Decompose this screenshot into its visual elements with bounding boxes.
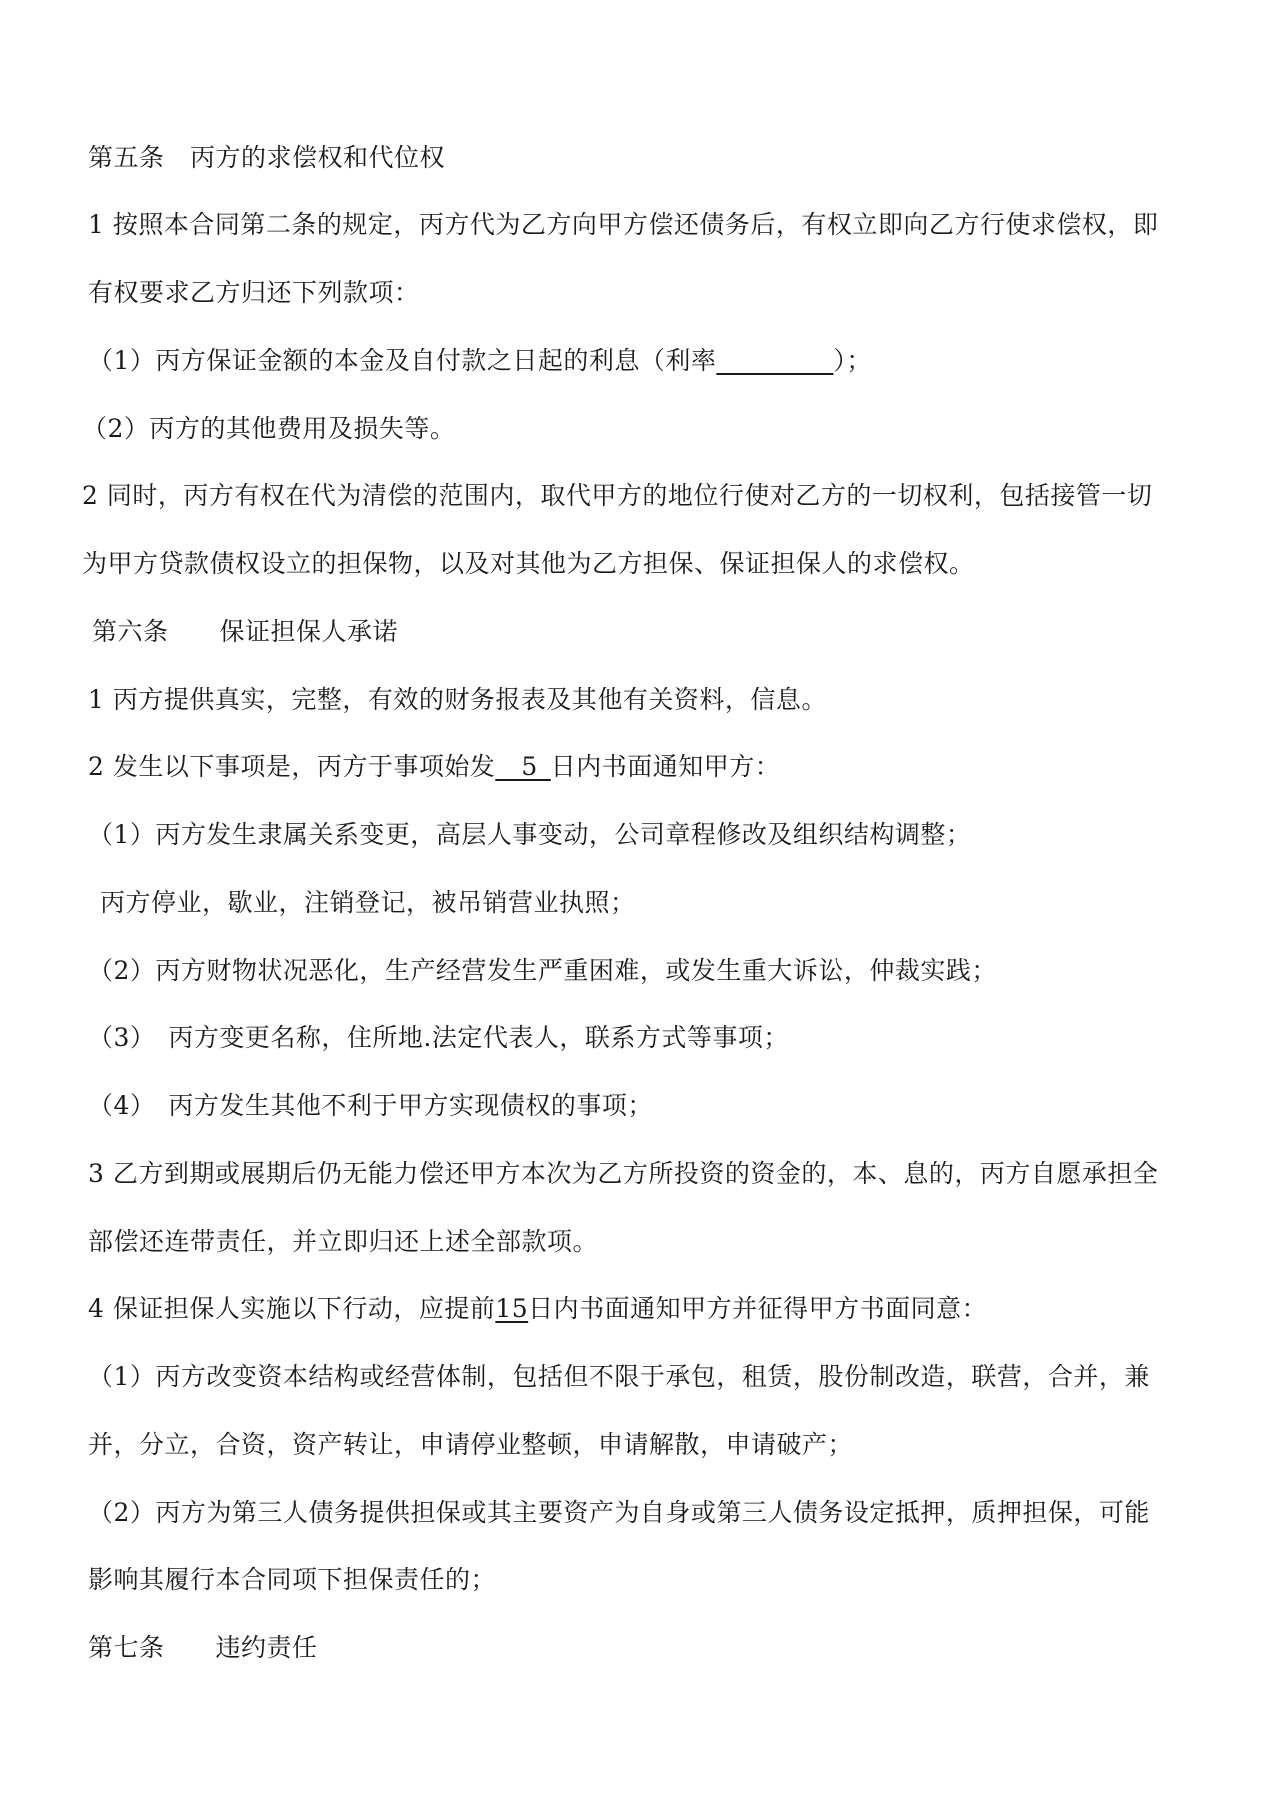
article-6-para-3-line-2: 部偿还连带责任，并立即归还上述全部款项。 (88, 1227, 599, 1256)
article-5-para-2-line-2: 为甲方贷款债权设立的担保物，以及对其他为乙方担保、保证担保人的求偿权。 (82, 549, 975, 578)
article-6-para-3-line-1: 3 乙方到期或展期后仍无能力偿还甲方本次为乙方所投资的资金的，本、息的，丙方自愿承担全 (88, 1159, 1159, 1188)
notice-days-blank: __5_ (495, 752, 551, 781)
article-6-para-2-item-4: （4） 丙方发生其他不利于甲方实现债权的事项； (88, 1091, 653, 1120)
article-6-para-4-item-2-line-2: 影响其履行本合同项下担保责任的； (88, 1565, 497, 1594)
article-5-item-1 (88, 343, 872, 379)
advance-days-blank: 15 (495, 1294, 529, 1323)
article-6-para-2-item-2: （2）丙方财物状况恶化，生产经营发生严重困难，或发生重大诉讼，仲裁实践； (88, 956, 997, 985)
article-6-para-4-suffix: 日内书面通知甲方并征得甲方书面同意： (528, 1294, 988, 1323)
article-6-para-4 (88, 1291, 987, 1327)
article-6-para-2-item-1b: 丙方停业，歇业，注销登记，被吊销营业执照； (100, 888, 636, 917)
article-6-para-4-prefix: 4 保证担保人实施以下行动，应提前 (88, 1294, 496, 1323)
article-6-para-1: 1 丙方提供真实，完整，有效的财务报表及其他有关资料，信息。 (88, 685, 827, 714)
article-5-para-2-line-1: 2 同时，丙方有权在代为清偿的范围内，取代甲方的地位行使对乙方的一切权利，包括接管一切 (82, 481, 1153, 510)
article-5-heading: 第五条 丙方的求偿权和代位权 (88, 143, 446, 172)
article-6-para-2-suffix: 日内书面通知甲方： (550, 752, 781, 781)
article-6-heading: 第六条 保证担保人承诺 (92, 617, 399, 646)
article-5-item-2: （2）丙方的其他费用及损失等。 (82, 414, 456, 443)
article-6-para-2-item-3: （3） 丙方变更名称，住所地.法定代表人，联系方式等事项； (88, 1023, 789, 1052)
article-7-heading: 第七条 违约责任 (88, 1633, 318, 1662)
article-5-para-1-line-2: 有权要求乙方归还下列款项： (88, 278, 420, 307)
article-6-para-2-prefix: 2 发生以下事项是，丙方于事项始发 (88, 752, 496, 781)
article-6-para-4-item-1-line-1: （1）丙方改变资本结构或经营体制，包括但不限于承包，租赁，股份制改造，联营，合并，兼 (88, 1362, 1150, 1391)
article-5-item-1-prefix: （1）丙方保证金额的本金及自付款之日起的利息（利率 (88, 346, 717, 375)
article-5-item-1-suffix: ）； (833, 346, 872, 375)
article-5-para-1-line-1: 1 按照本合同第二条的规定，丙方代为乙方向甲方偿还债务后，有权立即向乙方行使求偿权，即 (88, 210, 1159, 239)
article-6-para-4-item-2-line-1: （2）丙方为第三人债务提供担保或其主要资产为自身或第三人债务设定抵押，质押担保，可能 (88, 1498, 1150, 1527)
article-6-para-4-item-1-line-2: 并，分立，合资，资产转让，申请停业整顿，申请解散，申请破产； (88, 1430, 854, 1459)
article-6-para-2-item-1: （1）丙方发生隶属关系变更，高层人事变动，公司章程修改及组织结构调整； (88, 820, 972, 849)
interest-rate-blank: _________ (716, 346, 834, 375)
article-6-para-2 (88, 749, 780, 785)
